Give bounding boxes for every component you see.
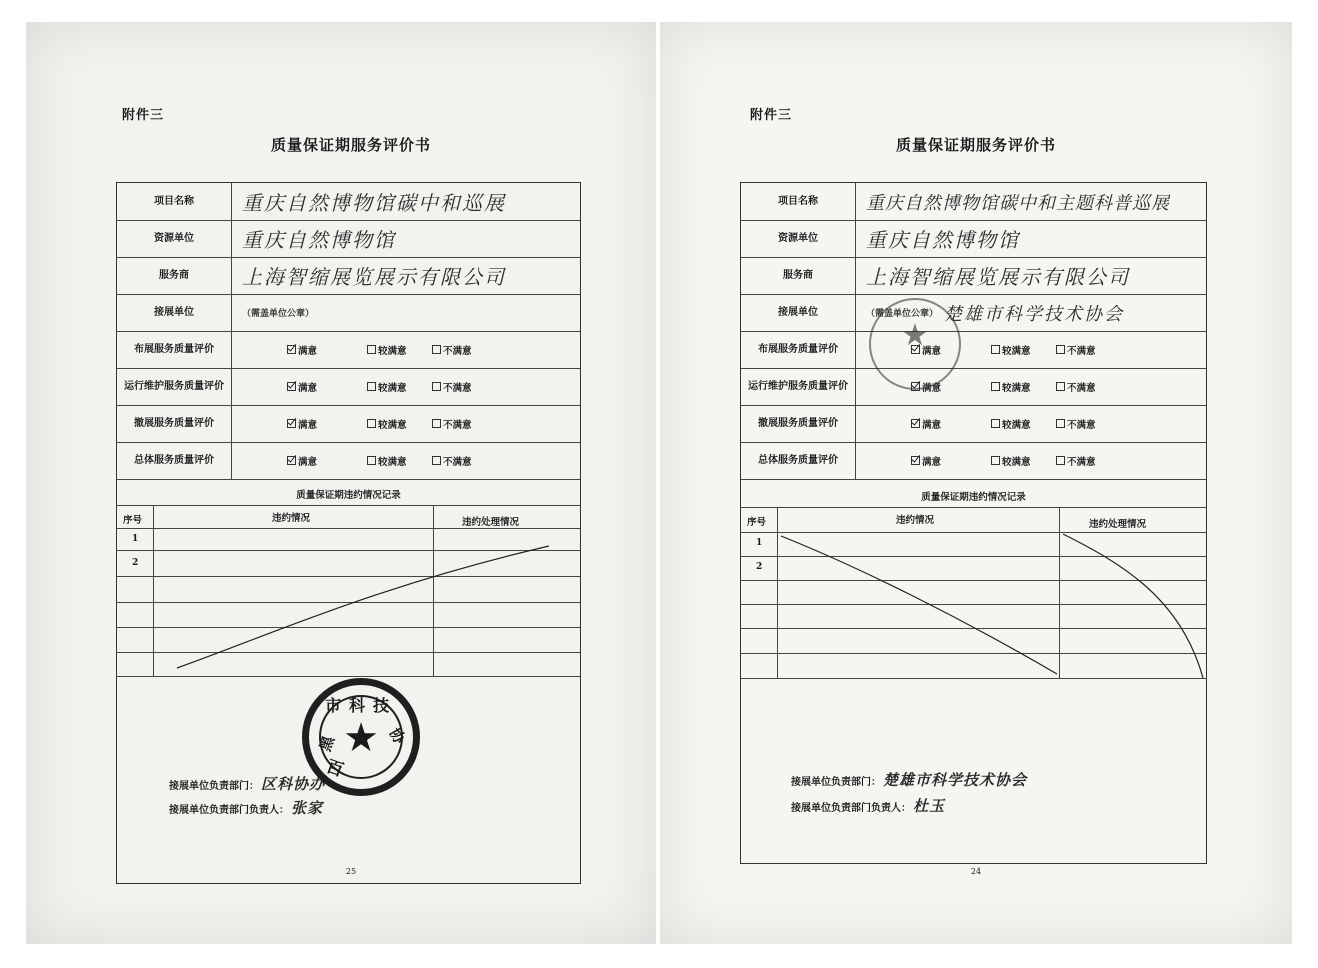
handwritten-value: 重庆自然博物馆碳中和巡展 xyxy=(242,191,506,215)
evaluation-form xyxy=(116,182,581,884)
checkbox xyxy=(1056,456,1065,465)
rating-label: 运行维护服务质量评价 xyxy=(741,368,856,405)
field-row-resource xyxy=(117,220,580,258)
field-label: 资源单位 xyxy=(741,220,856,257)
attachment-label: 附件三 xyxy=(122,108,165,123)
responsible-dept: 接展单位负责部门： 楚雄市科学技术协会 xyxy=(791,771,1028,789)
row-number: 2 xyxy=(132,558,139,568)
rating-label: 布展服务质量评价 xyxy=(117,331,232,368)
checkbox-checked xyxy=(287,382,296,391)
field-row-receiver xyxy=(741,294,1206,332)
handwritten-value: 重庆自然博物馆碳中和主题科普巡展 xyxy=(866,192,1170,214)
rating-row: 运行维护服务质量评价 满意 较满意 不满意 xyxy=(117,368,580,406)
field-row-provider xyxy=(117,257,580,295)
document-page-left xyxy=(26,22,656,944)
checkbox-checked xyxy=(911,419,920,428)
checkbox xyxy=(367,456,376,465)
column-header: 序号 xyxy=(747,517,767,528)
field-label: 项目名称 xyxy=(741,183,856,220)
checkbox xyxy=(432,382,441,391)
rating-label: 布展服务质量评价 xyxy=(741,331,856,368)
checkbox xyxy=(991,382,1000,391)
rating-row: 总体服务质量评价 满意 较满意 不满意 xyxy=(741,442,1206,480)
violation-table xyxy=(117,505,580,677)
field-row-project xyxy=(741,183,1206,221)
star-icon: ★ xyxy=(343,715,379,761)
field-row-project xyxy=(117,183,580,221)
responsible-person: 接展单位负责部门负责人： 杜玉 xyxy=(791,797,946,815)
field-label: 接展单位 xyxy=(117,294,232,331)
page-number: 24 xyxy=(970,867,982,876)
document-page-right xyxy=(660,22,1292,944)
checkbox xyxy=(367,345,376,354)
rating-row: 运行维护服务质量评价 满意 较满意 不满意 xyxy=(741,368,1206,406)
rating-row: 总体服务质量评价 满意 较满意 不满意 xyxy=(117,442,580,480)
checkbox-checked xyxy=(287,419,296,428)
checkbox xyxy=(1056,419,1065,428)
star-icon: ★ xyxy=(901,318,929,353)
checkbox-checked xyxy=(287,345,296,354)
form-title: 质量保证期服务评价书 xyxy=(895,136,1056,154)
rating-row: 布展服务质量评价 满意 较满意 不满意 xyxy=(741,331,1206,369)
field-row-resource xyxy=(741,220,1206,258)
row-number: 1 xyxy=(756,538,763,548)
field-row-provider xyxy=(741,257,1206,295)
checkbox xyxy=(432,456,441,465)
checkbox-checked xyxy=(911,456,920,465)
handwritten-value: 上海智缩展览展示有限公司 xyxy=(242,265,506,289)
checkbox xyxy=(367,419,376,428)
page-number: 25 xyxy=(345,867,357,876)
checkbox xyxy=(991,456,1000,465)
checkbox xyxy=(367,382,376,391)
checkbox xyxy=(991,345,1000,354)
handwritten-value: 杜玉 xyxy=(913,797,946,815)
violation-section-title: 质量保证期违约情况记录 xyxy=(296,490,401,501)
handwritten-value: 楚雄市科学技术协会 xyxy=(944,303,1125,325)
responsible-person: 接展单位负责部门负责人： 张家 xyxy=(169,799,324,817)
official-seal-stamp-faded xyxy=(869,298,961,390)
evaluation-form xyxy=(740,182,1207,864)
official-seal-stamp: 市科技 黑 协 ★ 百 xyxy=(302,678,420,796)
checkbox xyxy=(1056,345,1065,354)
checkbox xyxy=(991,419,1000,428)
column-header: 违约处理情况 xyxy=(462,517,520,528)
handwritten-value: 上海智缩展览展示有限公司 xyxy=(866,265,1130,289)
checkbox-checked xyxy=(287,456,296,465)
field-label: 资源单位 xyxy=(117,220,232,257)
field-label: 接展单位 xyxy=(741,294,856,331)
rating-label: 运行维护服务质量评价 xyxy=(117,368,232,405)
row-number: 2 xyxy=(756,562,763,572)
field-hint: （需盖单位公章） xyxy=(242,309,315,319)
checkbox xyxy=(432,419,441,428)
field-hint: （需盖单位公章） xyxy=(866,309,939,319)
handwritten-value: 重庆自然博物馆 xyxy=(242,228,396,252)
column-header: 违约情况 xyxy=(272,513,311,524)
handwritten-value: 张家 xyxy=(291,799,324,817)
rating-row: 撤展服务质量评价 满意 较满意 不满意 xyxy=(117,405,580,443)
column-header: 序号 xyxy=(123,515,143,526)
checkbox xyxy=(432,345,441,354)
rating-label: 撤展服务质量评价 xyxy=(117,405,232,442)
responsible-dept: 接展单位负责部门： 区科协办 xyxy=(169,775,326,793)
column-header: 违约处理情况 xyxy=(1089,519,1147,530)
rating-row: 布展服务质量评价 满意 较满意 不满意 xyxy=(117,331,580,369)
strike-through-line xyxy=(117,506,580,676)
field-label: 服务商 xyxy=(117,257,232,294)
field-row-receiver xyxy=(117,294,580,332)
rating-label: 总体服务质量评价 xyxy=(117,442,232,479)
violation-table xyxy=(741,507,1206,679)
field-label: 项目名称 xyxy=(117,183,232,220)
checkbox xyxy=(1056,382,1065,391)
handwritten-value: 重庆自然博物馆 xyxy=(866,228,1020,252)
row-number: 1 xyxy=(132,534,139,544)
rating-row: 撤展服务质量评价 满意 较满意 不满意 xyxy=(741,405,1206,443)
rating-label: 总体服务质量评价 xyxy=(741,442,856,479)
violation-section-title: 质量保证期违约情况记录 xyxy=(921,492,1026,503)
handwritten-value: 区科协办 xyxy=(261,775,326,793)
rating-label: 撤展服务质量评价 xyxy=(741,405,856,442)
form-title: 质量保证期服务评价书 xyxy=(270,136,431,154)
strike-through-line xyxy=(741,508,1206,678)
attachment-label: 附件三 xyxy=(750,108,793,123)
field-label: 服务商 xyxy=(741,257,856,294)
column-header: 违约情况 xyxy=(896,515,935,526)
handwritten-value: 楚雄市科学技术协会 xyxy=(883,771,1028,789)
